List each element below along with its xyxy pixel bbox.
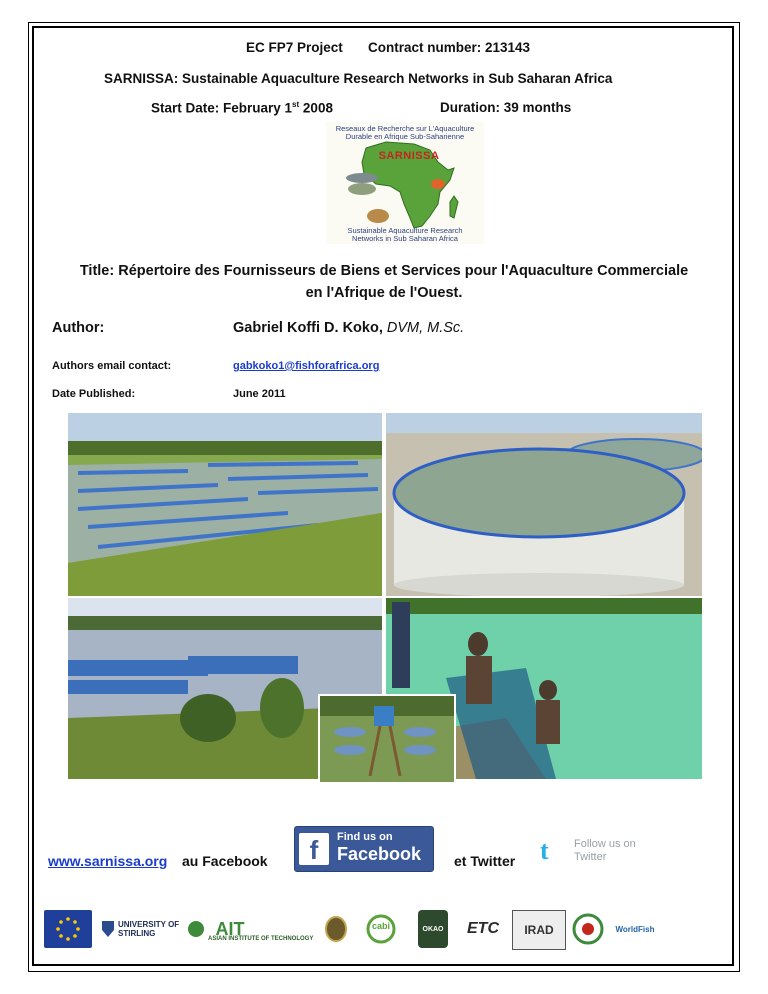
cabi-label: cabi <box>371 921 390 931</box>
twitter-follow-label: Follow us on <box>574 838 636 850</box>
title-line-1: Title: Répertoire des Fournisseurs de Biens et Services pour l'Aquaculture Commerciale <box>79 263 689 279</box>
publication-date: June 2011 <box>233 388 286 400</box>
worldfish-logo: WorldFish <box>615 924 655 934</box>
logo-caption-fr-1: Reseaux de Recherche sur L'Aquaculture <box>335 124 475 133</box>
website-link[interactable]: www.sarnissa.org <box>48 853 168 869</box>
logo-caption-en-1: Sustainable Aquaculture Research <box>347 226 463 235</box>
start-date: Start Date: February 1st 2008 <box>151 100 333 116</box>
cabi-logo <box>360 910 402 948</box>
ait-logo: AIT <box>215 918 245 939</box>
partner-logos <box>40 910 720 954</box>
twitter-icon: t <box>540 836 549 865</box>
email-label: Authors email contact: <box>52 360 172 372</box>
title-line-2: en l'Afrique de l'Ouest. <box>305 285 463 301</box>
etc-logo: ETC <box>467 920 499 937</box>
irad-logo: IRAD <box>512 910 566 950</box>
facebook-icon: f <box>299 833 329 865</box>
ait-subtitle: ASIAN INSTITUTE OF TECHNOLOGY <box>208 936 314 942</box>
logo-caption-fr-2: Durable en Afrique Sub-Saharienne <box>345 132 465 141</box>
eu-flag-icon <box>44 910 92 948</box>
okao-logo: OKAO <box>418 910 448 948</box>
wreath-emblem-icon <box>570 910 606 948</box>
facebook-name: Facebook <box>337 844 422 864</box>
author-label: Author: <box>52 320 105 336</box>
project-label: EC FP7 Project <box>246 40 343 55</box>
document-title <box>40 260 728 304</box>
facebook-find-label: Find us on <box>337 831 393 843</box>
et-twitter-text: et Twitter <box>454 853 516 869</box>
logo-caption-en-2: Networks in Sub Saharan Africa <box>352 234 458 243</box>
ait-emblem-icon <box>186 910 206 948</box>
sarnissa-logo <box>326 122 484 244</box>
author-name: Gabriel Koffi D. Koko, DVM, M.Sc. <box>233 320 465 336</box>
twitter-name: Twitter <box>574 851 607 863</box>
photo-round-tanks <box>386 413 702 596</box>
stirling-logo: UNIVERSITY OF STIRLING <box>118 920 180 938</box>
logo-brand: SARNISSA <box>378 150 440 162</box>
au-facebook-text: au Facebook <box>182 853 268 869</box>
network-title: SARNISSA: Sustainable Aquaculture Research Networks in Sub Saharan Africa <box>104 71 613 86</box>
photo-fish-cages-lake <box>68 413 382 596</box>
facebook-button[interactable] <box>294 826 434 872</box>
contract-number: Contract number: 213143 <box>368 40 531 55</box>
duration: Duration: 39 months <box>440 100 572 115</box>
date-label: Date Published: <box>52 388 136 400</box>
author-email-link[interactable]: gabkoko1@fishforafrica.org <box>233 360 380 372</box>
photo-aerator-tank <box>318 694 456 784</box>
seal-icon <box>324 910 348 948</box>
stirling-crest-icon <box>100 910 116 948</box>
twitter-button[interactable] <box>540 834 646 868</box>
